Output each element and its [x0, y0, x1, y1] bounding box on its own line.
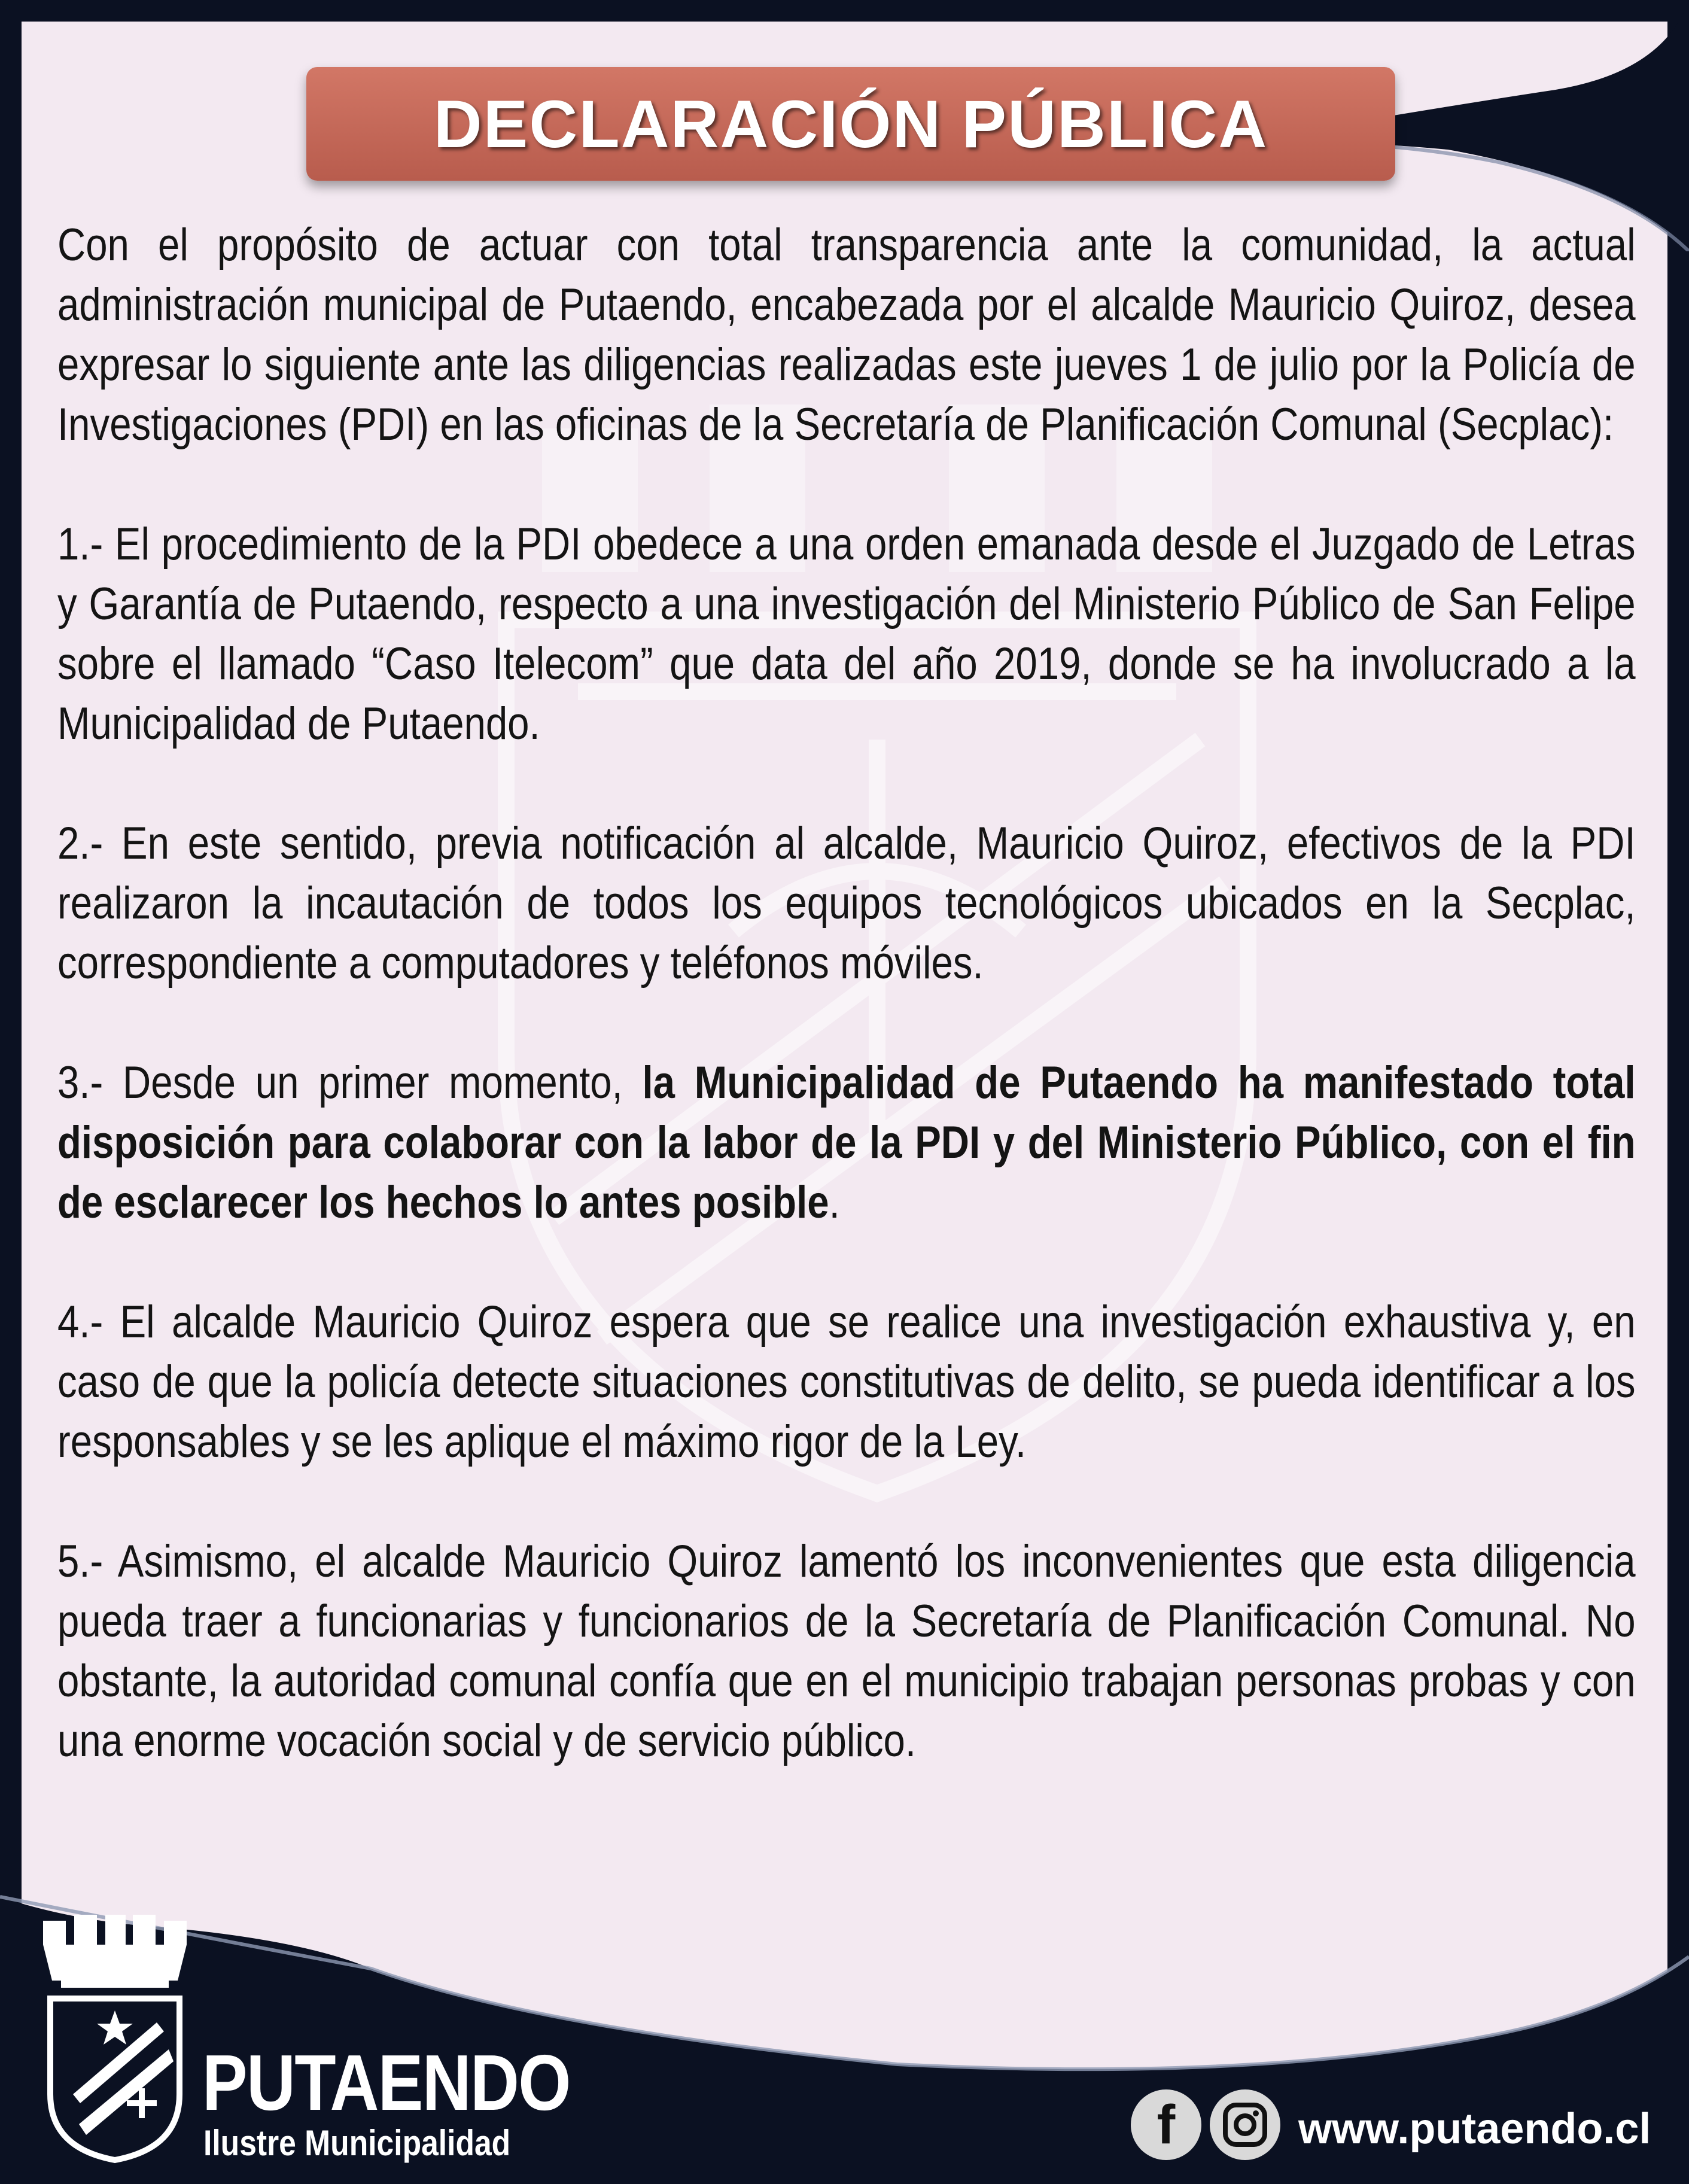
point-3-paragraph	[57, 1053, 1636, 1233]
instagram-glyph-icon	[1222, 2101, 1268, 2148]
point-5-paragraph: 5.- Asimismo, el alcalde Mauricio Quiroz lamentó los inconvenientes que esta diligencia pueda traer a funcionarias y funcionarios de la Secretaría de Planificación Comunal. No obstante, la autoridad comunal confía que en el municipio trabajan personas probas y con una enorme vocación social y de servicio público.	[57, 1536, 1636, 1766]
point-2-paragraph: 2.- En este sentido, previa notificación al alcalde, Mauricio Quiroz, efectivos de la PDI realizaron la incautación de todos los equipos tecnológicos ubicados en la Secplac, correspondiente a computadores y teléfonos móviles.	[57, 818, 1636, 988]
point-3-end: .	[829, 1177, 840, 1228]
website-link[interactable]: www.putaendo.cl	[1298, 2105, 1651, 2153]
intro-paragraph: Con el propósito de actuar con total transparencia ante la comunidad, la actual administración municipal de Putaendo, encabezada por el alcalde Mauricio Quiroz, desea expresar lo siguiente ante las diligencias realizadas este jueves 1 de julio por la Policía de Investigaciones (PDI) en las oficinas de la Secretaría de Planificación Comunal (Secplac):	[57, 220, 1636, 450]
point-1-paragraph: 1.- El procedimiento de la PDI obedece a una orden emanada desde el Juzgado de Letras y Garantía de Putaendo, respecto a una investigación del Ministerio Público de San Felipe sobre el llamado “Caso Itelecom” que data del año 2019, donde se ha involucrado a la Municipalidad de Putaendo.	[57, 519, 1636, 749]
page-title: DECLARACIÓN PÚBLICA	[433, 86, 1268, 162]
municipal-logo-icon	[37, 1915, 193, 2166]
facebook-glyph: f	[1157, 2094, 1176, 2155]
point-3-lead: 3.- Desde un primer momento,	[57, 1057, 643, 1108]
brand-name: PUTAENDO	[202, 2039, 570, 2127]
brand-subtitle: Ilustre Municipalidad	[203, 2123, 511, 2163]
statement-body	[57, 215, 1636, 1831]
point-3-bold-text: la Municipalidad de Putaendo ha manifestado total disposición para colaborar con la labor de la PDI y del Ministerio Público, con el fin de esclarecer los hechos lo antes posible	[57, 1057, 1636, 1228]
title-banner	[306, 67, 1395, 181]
point-4-paragraph: 4.- El alcalde Mauricio Quiroz espera que se realice una investigación exhaustiva y, en caso de que la policía detecte situaciones constitutivas de delito, se pueda identificar a los responsables y se les aplique el máximo rigor de la Ley.	[57, 1297, 1636, 1467]
facebook-icon[interactable]	[1131, 2089, 1201, 2160]
instagram-icon[interactable]	[1210, 2089, 1280, 2160]
